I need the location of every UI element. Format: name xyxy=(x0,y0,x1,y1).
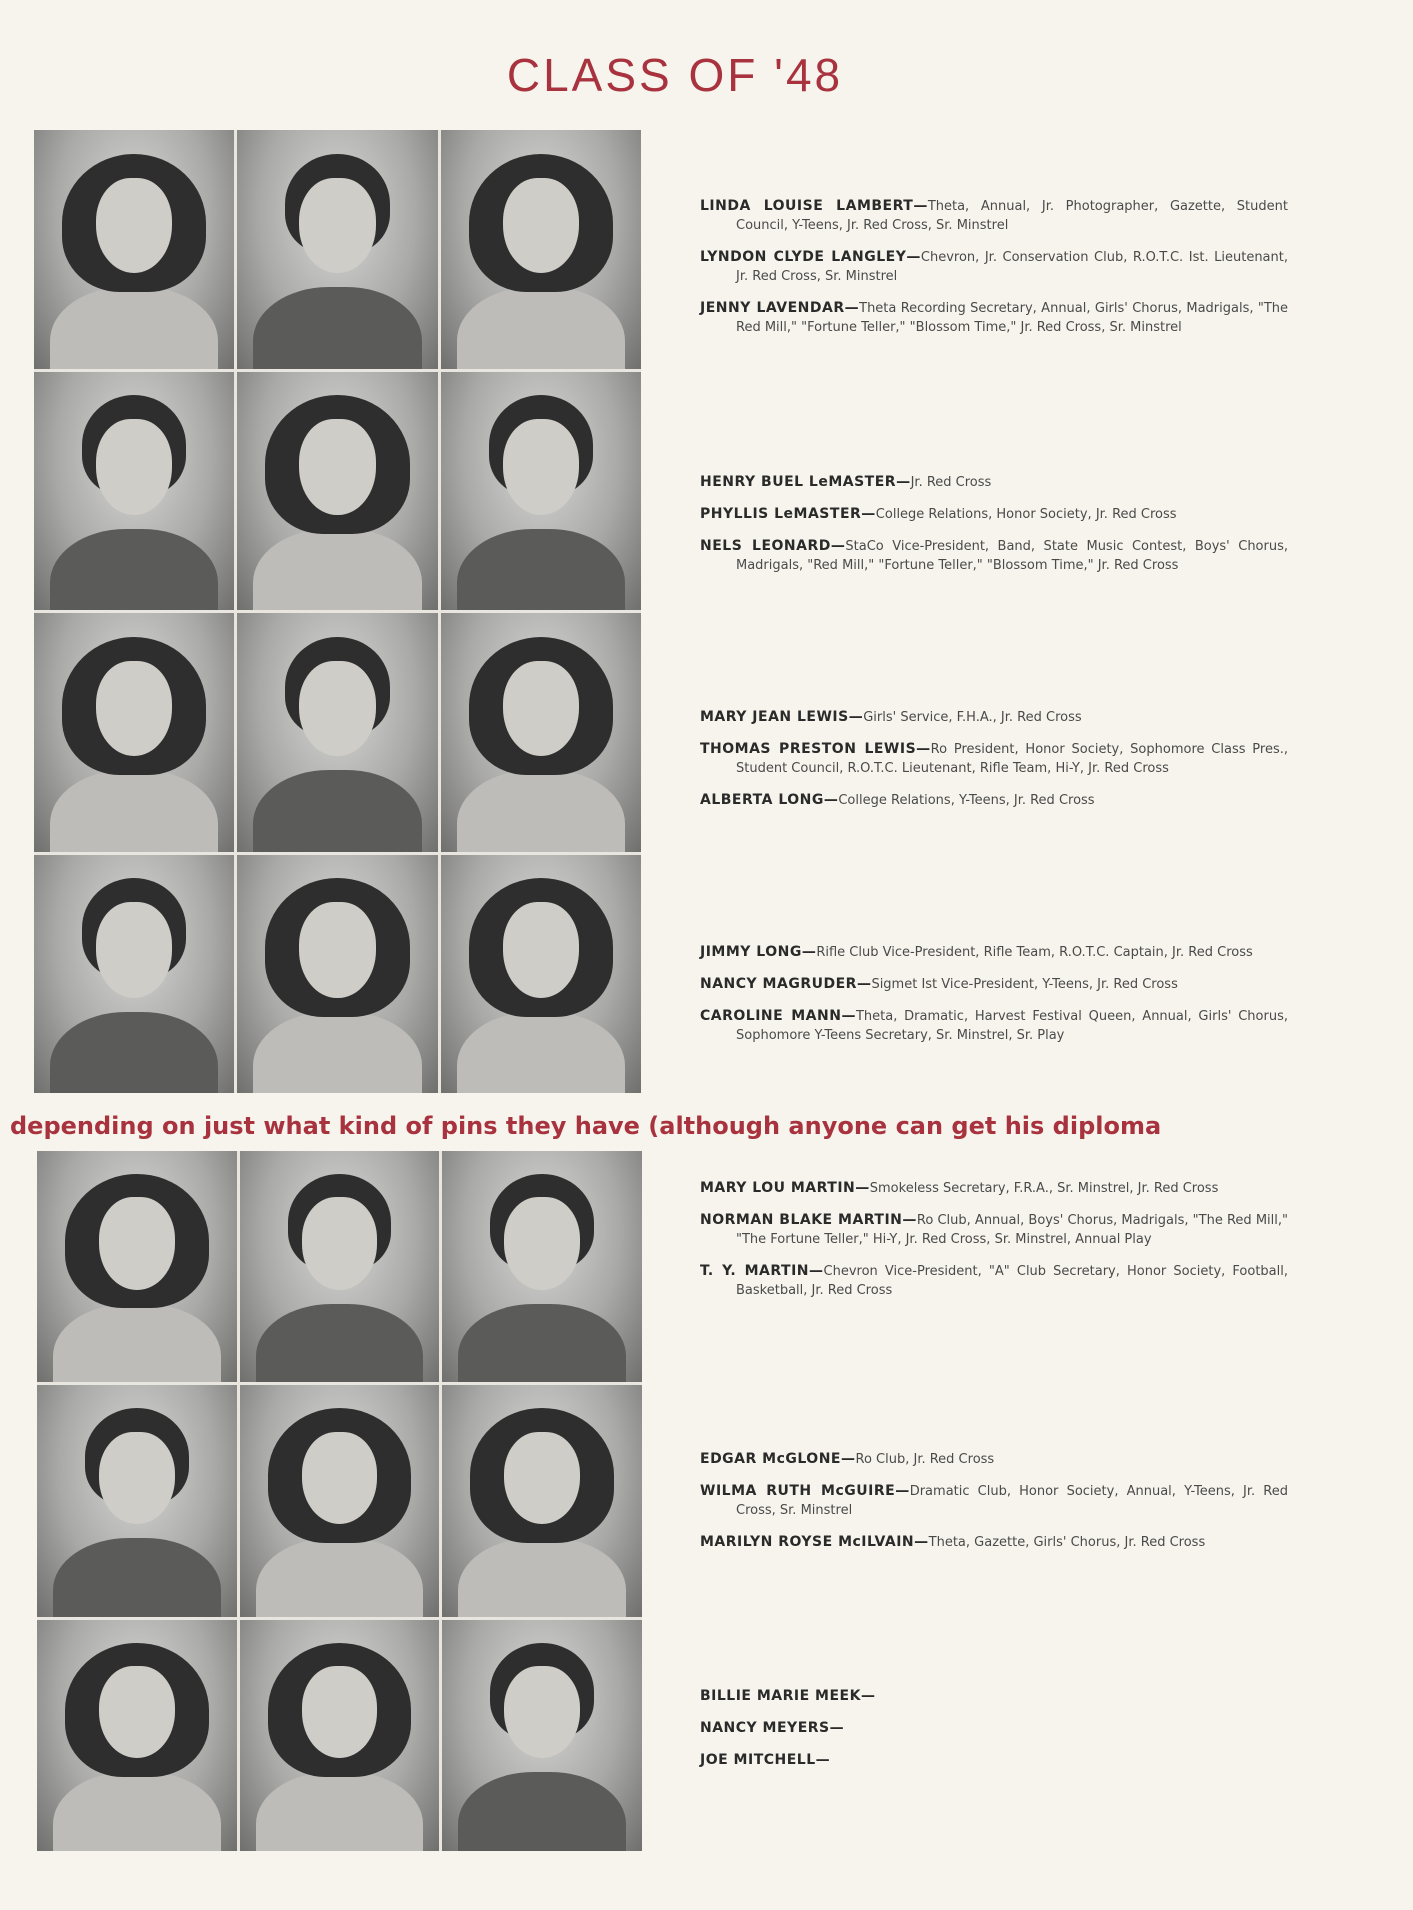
student-activities: Chevron Vice-President, "A" Club Secretary, Honor Society, Football, Basketball, Jr. Red Cross xyxy=(736,1264,1288,1298)
student-activities: StaCo Vice-President, Band, State Music Contest, Boys' Chorus, Madrigals, "Red Mill," "Fortune Teller," "Blossom Time," Jr. Red Cross xyxy=(736,539,1289,573)
student-portrait xyxy=(441,130,641,369)
portrait-shoulders xyxy=(253,770,421,851)
portrait-face xyxy=(99,1666,175,1759)
student-name: THOMAS PRESTON LEWIS xyxy=(700,741,917,757)
student-activities: Theta, Dramatic, Harvest Festival Queen, Annual, Girls' Chorus, Sophomore Y-Teens Secretary, Sr. Minstrel, Sr. Play xyxy=(736,1009,1288,1043)
portrait-face xyxy=(503,902,579,997)
student-portrait xyxy=(237,130,437,369)
portrait-face xyxy=(96,178,172,273)
dash: — xyxy=(860,1688,876,1704)
dash: — xyxy=(844,300,860,316)
student-entry xyxy=(700,1007,1288,1045)
dash: — xyxy=(841,1008,856,1024)
student-entry xyxy=(700,1751,1288,1770)
portrait-shoulders xyxy=(253,1012,421,1093)
portrait-shoulders xyxy=(253,287,421,368)
student-entry xyxy=(700,473,1288,492)
portrait-grid-bottom xyxy=(37,1151,642,1851)
portrait-face xyxy=(99,1432,175,1525)
dash: — xyxy=(823,792,839,808)
portrait-shoulders xyxy=(256,1538,424,1617)
student-entry xyxy=(700,1533,1288,1552)
portrait-shoulders xyxy=(50,770,218,851)
student-activities: Sigmet Ist Vice-President, Y-Teens, Jr. Red Cross xyxy=(871,977,1178,992)
student-activities: College Relations, Y-Teens, Jr. Red Cross xyxy=(838,793,1095,808)
dash: — xyxy=(916,741,931,757)
student-entry xyxy=(700,537,1288,575)
student-entry xyxy=(700,943,1288,962)
portrait-shoulders xyxy=(457,1012,625,1093)
bio-group xyxy=(700,943,1288,1058)
dash: — xyxy=(829,1720,845,1736)
student-portrait xyxy=(237,613,437,852)
dash: — xyxy=(914,1534,929,1550)
portrait-shoulders xyxy=(458,1772,626,1851)
student-name: NELS LEONARD xyxy=(700,538,831,554)
student-portrait xyxy=(240,1385,440,1616)
student-entry xyxy=(700,505,1288,524)
portrait-face xyxy=(96,902,172,997)
student-portrait xyxy=(441,372,641,611)
dash: — xyxy=(855,1180,870,1196)
portrait-shoulders xyxy=(53,1538,221,1617)
page-title: CLASS OF '48 xyxy=(506,49,844,101)
portrait-shoulders xyxy=(457,770,625,851)
student-activities: College Relations, Honor Society, Jr. Red Cross xyxy=(875,507,1177,522)
portrait-face xyxy=(503,178,579,273)
student-entry xyxy=(700,975,1288,994)
student-name: WILMA RUTH McGUIRE xyxy=(700,1483,896,1499)
student-name: JOE MITCHELL xyxy=(700,1752,816,1768)
student-activities: Girls' Service, F.H.A., Jr. Red Cross xyxy=(863,710,1082,725)
portrait-face xyxy=(299,178,375,273)
dash: — xyxy=(895,1483,910,1499)
student-name: JIMMY LONG xyxy=(700,944,802,960)
student-entry xyxy=(700,248,1288,286)
portrait-face xyxy=(504,1666,580,1759)
student-portrait xyxy=(441,613,641,852)
student-activities: Theta, Gazette, Girls' Chorus, Jr. Red Cross xyxy=(928,1535,1206,1550)
dash: — xyxy=(913,198,928,214)
portrait-face xyxy=(504,1432,580,1525)
student-entry xyxy=(700,1482,1288,1520)
student-entry xyxy=(700,1450,1288,1469)
portrait-shoulders xyxy=(256,1304,424,1383)
portrait-face xyxy=(96,661,172,756)
student-portrait xyxy=(34,855,234,1094)
student-entry xyxy=(700,299,1288,337)
student-name: BILLIE MARIE MEEK xyxy=(700,1688,861,1704)
student-name: ALBERTA LONG xyxy=(700,792,824,808)
dash: — xyxy=(841,1451,856,1467)
student-name: LYNDON CLYDE LANGLEY xyxy=(700,249,907,265)
student-activities: Dramatic Club, Honor Society, Annual, Y-Teens, Jr. Red Cross, Sr. Minstrel xyxy=(736,1484,1288,1518)
portrait-shoulders xyxy=(50,529,218,610)
bio-group xyxy=(700,708,1288,823)
portrait-face xyxy=(504,1197,580,1290)
portrait-shoulders xyxy=(253,529,421,610)
bio-group xyxy=(700,1687,1288,1783)
dash: — xyxy=(830,538,846,554)
portrait-face xyxy=(96,419,172,514)
dash: — xyxy=(809,1263,824,1279)
student-entry xyxy=(700,708,1288,727)
dash: — xyxy=(801,944,817,960)
portrait-face xyxy=(503,661,579,756)
portrait-face xyxy=(299,419,375,514)
caption-banner: depending on just what kind of pins they have (although anyone can get his diploma xyxy=(10,1112,1162,1140)
student-entry xyxy=(700,1211,1288,1249)
portrait-face xyxy=(299,902,375,997)
portrait-face xyxy=(302,1666,378,1759)
student-name: NANCY MEYERS xyxy=(700,1720,830,1736)
student-activities: Jr. Red Cross xyxy=(910,475,992,490)
dash: — xyxy=(856,976,872,992)
student-activities: Chevron, Jr. Conservation Club, R.O.T.C. Ist. Lieutenant, Jr. Red Cross, Sr. Minstrel xyxy=(736,250,1288,284)
student-portrait xyxy=(37,1151,237,1382)
portrait-shoulders xyxy=(50,287,218,368)
portrait-face xyxy=(299,661,375,756)
portrait-shoulders xyxy=(256,1772,424,1851)
student-name: NANCY MAGRUDER xyxy=(700,976,857,992)
student-portrait xyxy=(37,1620,237,1851)
student-portrait xyxy=(240,1620,440,1851)
student-name: NORMAN BLAKE MARTIN xyxy=(700,1212,903,1228)
portrait-grid-top xyxy=(34,130,641,1093)
portrait-shoulders xyxy=(53,1772,221,1851)
dash: — xyxy=(861,506,876,522)
student-portrait xyxy=(442,1151,642,1382)
portrait-shoulders xyxy=(457,529,625,610)
dash: — xyxy=(896,474,911,490)
student-portrait xyxy=(237,855,437,1094)
portrait-face xyxy=(503,419,579,514)
bio-group xyxy=(700,1450,1288,1565)
student-name: T. Y. MARTIN xyxy=(700,1263,810,1279)
dash: — xyxy=(848,709,864,725)
dash: — xyxy=(902,1212,917,1228)
student-name: MARY LOU MARTIN xyxy=(700,1180,856,1196)
student-portrait xyxy=(441,855,641,1094)
student-entry xyxy=(700,197,1288,235)
portrait-shoulders xyxy=(458,1538,626,1617)
student-portrait xyxy=(237,372,437,611)
student-portrait xyxy=(34,130,234,369)
student-name: MARILYN ROYSE McILVAIN xyxy=(700,1534,915,1550)
student-entry xyxy=(700,791,1288,810)
student-activities: Smokeless Secretary, F.R.A., Sr. Minstrel, Jr. Red Cross xyxy=(869,1181,1219,1196)
bio-group xyxy=(700,1179,1288,1313)
portrait-shoulders xyxy=(457,287,625,368)
student-portrait xyxy=(442,1385,642,1616)
bio-group xyxy=(700,473,1288,588)
student-entry xyxy=(700,740,1288,778)
student-activities: Theta, Annual, Jr. Photographer, Gazette, Student Council, Y-Teens, Jr. Red Cross, Sr. Minstrel xyxy=(736,199,1288,233)
student-name: LINDA LOUISE LAMBERT xyxy=(700,198,914,214)
student-portrait xyxy=(240,1151,440,1382)
dash: — xyxy=(815,1752,831,1768)
student-activities: Theta Recording Secretary, Annual, Girls' Chorus, Madrigals, "The Red Mill," "Fortune Teller," "Blossom Time," Jr. Red Cross, Sr. Minstrel xyxy=(736,301,1289,335)
student-portrait xyxy=(34,372,234,611)
portrait-shoulders xyxy=(458,1304,626,1383)
student-activities: Rifle Club Vice-President, Rifle Team, R.O.T.C. Captain, Jr. Red Cross xyxy=(816,945,1253,960)
student-portrait xyxy=(442,1620,642,1851)
student-entry xyxy=(700,1262,1288,1300)
portrait-face xyxy=(99,1197,175,1290)
student-entry xyxy=(700,1719,1288,1738)
bio-group xyxy=(700,197,1288,350)
student-name: EDGAR McGLONE xyxy=(700,1451,841,1467)
student-entry xyxy=(700,1179,1288,1198)
student-activities: Ro Club, Annual, Boys' Chorus, Madrigals, "The Red Mill," "The Fortune Teller," Hi-Y, Jr. Red Cross, Sr. Minstrel, Annual Play xyxy=(736,1213,1288,1247)
student-portrait xyxy=(34,613,234,852)
student-portrait xyxy=(37,1385,237,1616)
portrait-shoulders xyxy=(53,1304,221,1383)
dash: — xyxy=(906,249,921,265)
student-name: PHYLLIS LeMASTER xyxy=(700,506,862,522)
portrait-shoulders xyxy=(50,1012,218,1093)
student-activities: Ro President, Honor Society, Sophomore Class Pres., Student Council, R.O.T.C. Lieutenant, Rifle Team, Hi-Y, Jr. Red Cross xyxy=(736,742,1288,776)
portrait-face xyxy=(302,1432,378,1525)
student-name: HENRY BUEL LeMASTER xyxy=(700,474,897,490)
student-name: JENNY LAVENDAR xyxy=(700,300,845,316)
student-entry xyxy=(700,1687,1288,1706)
portrait-face xyxy=(302,1197,378,1290)
student-name: MARY JEAN LEWIS xyxy=(700,709,849,725)
student-name: CAROLINE MANN xyxy=(700,1008,842,1024)
student-activities: Ro Club, Jr. Red Cross xyxy=(855,1452,995,1467)
